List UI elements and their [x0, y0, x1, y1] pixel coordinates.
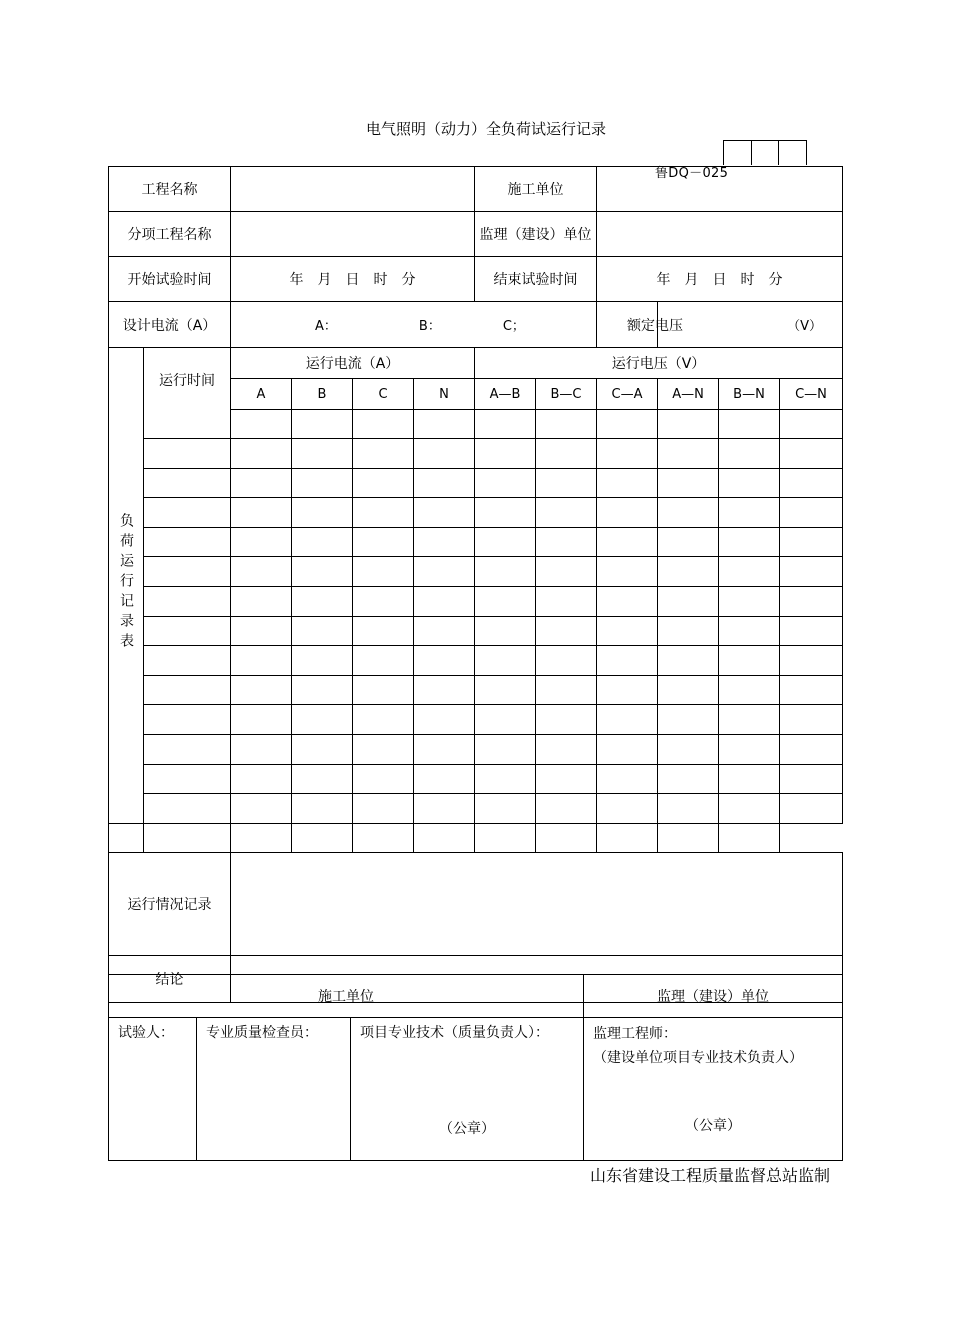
project-name-field[interactable] — [231, 167, 475, 212]
table-cell[interactable] — [414, 498, 475, 528]
sub-project-field[interactable] — [231, 212, 475, 257]
seal-2: （公章） — [685, 1118, 741, 1134]
table-cell[interactable] — [292, 557, 353, 587]
table-cell[interactable] — [292, 734, 353, 764]
table-cell[interactable] — [292, 468, 353, 498]
table-cell[interactable] — [231, 823, 292, 853]
table-cell[interactable] — [414, 439, 475, 469]
table-cell[interactable] — [658, 557, 719, 587]
table-cell[interactable] — [292, 823, 353, 853]
sub-project-row — [109, 212, 843, 257]
table-cell[interactable] — [414, 410, 475, 439]
table-cell[interactable] — [292, 498, 353, 528]
table-cell[interactable] — [719, 734, 780, 764]
table-cell[interactable] — [719, 646, 780, 676]
table-cell[interactable] — [658, 646, 719, 676]
table-cell[interactable] — [597, 527, 658, 557]
column-header-cn: C—N — [780, 379, 843, 410]
table-cell[interactable] — [231, 527, 292, 557]
table-cell[interactable] — [780, 586, 843, 616]
table-cell[interactable] — [292, 764, 353, 794]
table-cell[interactable] — [719, 794, 780, 824]
seal-1: （公章） — [439, 1121, 495, 1137]
table-cell[interactable] — [719, 439, 780, 469]
current-row — [109, 302, 843, 348]
time-row — [109, 257, 843, 302]
table-cell[interactable] — [144, 794, 231, 824]
table-cell[interactable] — [475, 675, 536, 705]
table-cell[interactable] — [597, 646, 658, 676]
table-cell[interactable] — [719, 675, 780, 705]
table-cell[interactable] — [780, 705, 843, 735]
supervision-unit-field[interactable] — [597, 212, 843, 257]
project-tech-label: 项目专业技术（质量负责人）： — [360, 1025, 549, 1041]
table-cell[interactable] — [780, 527, 843, 557]
table-cell[interactable] — [414, 675, 475, 705]
table-cell[interactable] — [536, 764, 597, 794]
table-cell[interactable] — [780, 616, 843, 646]
table-cell[interactable] — [144, 675, 231, 705]
situation-field[interactable] — [231, 853, 843, 956]
table-cell[interactable] — [353, 498, 414, 528]
table-cell[interactable] — [292, 616, 353, 646]
table-cell[interactable] — [658, 794, 719, 824]
column-header-an: A—N — [658, 379, 719, 410]
table-cell[interactable] — [780, 646, 843, 676]
table-cell[interactable] — [292, 527, 353, 557]
tester-field[interactable] — [109, 1018, 197, 1161]
table-cell[interactable] — [144, 823, 231, 853]
table-cell[interactable] — [109, 823, 144, 853]
table-cell[interactable] — [536, 527, 597, 557]
table-row — [109, 439, 843, 469]
table-cell[interactable] — [597, 410, 658, 439]
table-cell[interactable] — [414, 586, 475, 616]
table-cell[interactable] — [231, 439, 292, 469]
table-row — [109, 705, 843, 735]
record-form — [108, 166, 843, 1003]
supervision-unit-label: 监理（建设）单位 — [475, 212, 597, 257]
table-cell[interactable] — [144, 557, 231, 587]
tester-label: 试验人： — [118, 1025, 174, 1041]
table-cell[interactable] — [414, 823, 475, 853]
page-title: 电气照明（动力）全负荷试运行记录 — [365, 120, 606, 138]
table-cell[interactable] — [780, 794, 843, 824]
table-cell[interactable] — [231, 557, 292, 587]
table-cell[interactable] — [658, 616, 719, 646]
table-cell[interactable] — [475, 468, 536, 498]
table-cell[interactable] — [144, 498, 231, 528]
table-cell[interactable] — [292, 794, 353, 824]
table-cell[interactable] — [231, 675, 292, 705]
table-cell[interactable] — [292, 586, 353, 616]
side-label: 负荷运行记录表 — [109, 348, 144, 824]
column-header-ca: C—A — [597, 379, 658, 410]
table-cell[interactable] — [719, 586, 780, 616]
table-cell[interactable] — [597, 675, 658, 705]
table-cell[interactable] — [231, 794, 292, 824]
table-cell[interactable] — [536, 410, 597, 439]
table-cell[interactable] — [231, 616, 292, 646]
column-header-ab: A—B — [475, 379, 536, 410]
current-a-label: A： — [315, 319, 337, 334]
table-cell[interactable] — [414, 468, 475, 498]
table-cell[interactable] — [597, 586, 658, 616]
table-cell[interactable] — [658, 527, 719, 557]
start-time-label: 开始试验时间 — [109, 257, 231, 302]
table-cell[interactable] — [719, 616, 780, 646]
table-cell[interactable] — [292, 705, 353, 735]
table-cell[interactable] — [475, 557, 536, 587]
column-header-bc: B—C — [536, 379, 597, 410]
table-cell[interactable] — [780, 439, 843, 469]
table-cell[interactable] — [597, 468, 658, 498]
table-cell[interactable] — [597, 823, 658, 853]
situation-label: 运行情况记录 — [109, 853, 231, 956]
table-row — [109, 764, 843, 794]
table-cell[interactable] — [719, 498, 780, 528]
table-cell[interactable] — [475, 439, 536, 469]
table-cell[interactable] — [231, 586, 292, 616]
column-header-c: C — [353, 379, 414, 410]
table-cell[interactable] — [780, 675, 843, 705]
table-cell[interactable] — [414, 705, 475, 735]
table-cell[interactable] — [144, 734, 231, 764]
table-cell[interactable] — [719, 557, 780, 587]
conclusion-label: 结论 — [109, 956, 231, 1003]
table-cell[interactable] — [658, 764, 719, 794]
table-cell[interactable] — [597, 794, 658, 824]
table-cell[interactable] — [536, 675, 597, 705]
table-cell[interactable] — [144, 586, 231, 616]
column-header-b: B — [292, 379, 353, 410]
table-cell[interactable] — [780, 764, 843, 794]
table-row — [109, 498, 843, 528]
table-row — [109, 527, 843, 557]
table-cell[interactable] — [475, 586, 536, 616]
table-cell[interactable] — [414, 734, 475, 764]
table-row — [109, 823, 843, 853]
table-cell[interactable] — [475, 646, 536, 676]
table-cell[interactable] — [353, 705, 414, 735]
table-cell[interactable] — [658, 468, 719, 498]
table-cell[interactable] — [292, 439, 353, 469]
table-cell[interactable] — [475, 498, 536, 528]
table-cell[interactable] — [597, 498, 658, 528]
table-cell[interactable] — [353, 616, 414, 646]
table-cell[interactable] — [719, 705, 780, 735]
run-time-label: 运行时间 — [144, 348, 231, 439]
supervising-engineer-label: 监理工程师： — [593, 1026, 677, 1042]
table-cell[interactable] — [414, 794, 475, 824]
table-cell[interactable] — [231, 646, 292, 676]
table-row — [109, 557, 843, 587]
table-cell[interactable] — [231, 734, 292, 764]
table-cell[interactable] — [144, 705, 231, 735]
table-cell[interactable] — [597, 734, 658, 764]
table-cell[interactable] — [231, 468, 292, 498]
table-cell[interactable] — [353, 675, 414, 705]
situation-row — [109, 853, 843, 956]
table-cell[interactable] — [292, 675, 353, 705]
table-cell[interactable] — [658, 439, 719, 469]
footer-text: 山东省建设工程质量监督总站监制 — [590, 1166, 831, 1185]
code-boxes — [723, 140, 807, 165]
table-cell[interactable] — [414, 646, 475, 676]
table-cell[interactable] — [780, 734, 843, 764]
table-row — [109, 468, 843, 498]
current-group-label: 运行电流（A） — [231, 348, 475, 379]
table-cell[interactable] — [144, 616, 231, 646]
table-cell[interactable] — [475, 616, 536, 646]
table-cell[interactable] — [536, 646, 597, 676]
table-cell[interactable] — [658, 410, 719, 439]
table-cell[interactable] — [719, 468, 780, 498]
table-cell[interactable] — [475, 734, 536, 764]
table-row — [109, 675, 843, 705]
table-cell[interactable] — [231, 764, 292, 794]
project-name-label: 工程名称 — [109, 167, 231, 212]
construction-unit-label: 施工单位 — [475, 167, 597, 212]
owner-tech-label: （建设单位项目专业技术负责人） — [593, 1050, 803, 1066]
table-cell[interactable] — [475, 764, 536, 794]
table-cell[interactable] — [536, 734, 597, 764]
table-cell[interactable] — [597, 439, 658, 469]
table-cell[interactable] — [536, 616, 597, 646]
current-c-label: C； — [502, 319, 525, 334]
table-cell[interactable] — [292, 410, 353, 439]
table-cell[interactable] — [719, 823, 780, 853]
table-cell[interactable] — [780, 410, 843, 439]
quality-inspector-label: 专业质量检查员： — [206, 1025, 318, 1041]
table-row — [109, 586, 843, 616]
table-cell[interactable] — [475, 705, 536, 735]
table-cell[interactable] — [597, 557, 658, 587]
group-header-row — [109, 348, 843, 379]
sign-construction-unit-label: 施工单位 — [109, 975, 584, 1018]
rated-voltage-field[interactable] — [658, 302, 843, 348]
design-current-field[interactable] — [231, 302, 597, 348]
rated-voltage-unit: （V） — [787, 319, 822, 334]
table-cell[interactable] — [292, 646, 353, 676]
table-cell[interactable] — [658, 498, 719, 528]
table-cell[interactable] — [475, 410, 536, 439]
voltage-group-label: 运行电压（V） — [475, 348, 843, 379]
table-cell[interactable] — [658, 705, 719, 735]
table-row — [109, 646, 843, 676]
table-cell[interactable] — [353, 586, 414, 616]
column-header-n: N — [414, 379, 475, 410]
table-cell[interactable] — [780, 468, 843, 498]
table-cell[interactable] — [536, 705, 597, 735]
end-time-label: 结束试验时间 — [475, 257, 597, 302]
table-cell[interactable] — [658, 675, 719, 705]
table-cell[interactable] — [536, 557, 597, 587]
table-cell[interactable] — [536, 439, 597, 469]
table-cell[interactable] — [780, 498, 843, 528]
table-cell[interactable] — [144, 764, 231, 794]
table-row — [109, 734, 843, 764]
table-cell[interactable] — [658, 586, 719, 616]
table-cell[interactable] — [353, 823, 414, 853]
table-cell[interactable] — [353, 734, 414, 764]
table-cell[interactable] — [597, 616, 658, 646]
column-header-bn: B—N — [719, 379, 780, 410]
table-cell[interactable] — [658, 823, 719, 853]
table-cell[interactable] — [536, 823, 597, 853]
table-cell[interactable] — [414, 557, 475, 587]
rated-voltage-label: 额定电压 — [597, 302, 658, 348]
table-cell[interactable] — [658, 734, 719, 764]
table-cell[interactable] — [353, 764, 414, 794]
table-cell[interactable] — [144, 646, 231, 676]
table-cell[interactable] — [536, 586, 597, 616]
table-cell[interactable] — [353, 794, 414, 824]
table-cell[interactable] — [536, 468, 597, 498]
table-cell[interactable] — [597, 705, 658, 735]
table-cell[interactable] — [353, 468, 414, 498]
table-cell[interactable] — [414, 764, 475, 794]
table-cell[interactable] — [144, 527, 231, 557]
table-cell[interactable] — [414, 527, 475, 557]
construction-unit-field[interactable] — [597, 167, 843, 212]
table-cell[interactable] — [475, 823, 536, 853]
table-cell[interactable] — [475, 527, 536, 557]
table-cell[interactable] — [719, 410, 780, 439]
table-cell[interactable] — [144, 468, 231, 498]
quality-inspector-field[interactable] — [197, 1018, 351, 1161]
table-cell[interactable] — [231, 410, 292, 439]
table-cell[interactable] — [719, 764, 780, 794]
project-row — [109, 167, 843, 212]
table-cell[interactable] — [414, 616, 475, 646]
table-cell[interactable] — [353, 557, 414, 587]
table-cell[interactable] — [780, 557, 843, 587]
table-cell[interactable] — [353, 646, 414, 676]
start-time-field[interactable]: 年 月 日 时 分 — [231, 257, 475, 302]
end-time-field[interactable]: 年 月 日 时 分 — [597, 257, 843, 302]
table-row — [109, 794, 843, 824]
table-cell[interactable] — [353, 527, 414, 557]
design-current-label: 设计电流（A） — [109, 302, 231, 348]
table-cell[interactable] — [475, 794, 536, 824]
table-cell[interactable] — [536, 498, 597, 528]
column-header-a: A — [231, 379, 292, 410]
current-b-label: B： — [418, 319, 441, 334]
table-cell[interactable] — [231, 498, 292, 528]
table-cell[interactable] — [353, 439, 414, 469]
table-cell[interactable] — [144, 439, 231, 469]
table-cell[interactable] — [597, 764, 658, 794]
table-cell[interactable] — [719, 527, 780, 557]
form-code: 鲁DQ－025 — [655, 166, 729, 181]
table-cell[interactable] — [231, 705, 292, 735]
project-tech-field[interactable] — [351, 1018, 584, 1161]
table-row — [109, 616, 843, 646]
table-cell[interactable] — [536, 794, 597, 824]
sub-project-label: 分项工程名称 — [109, 212, 231, 257]
sign-supervision-unit-label: 监理（建设）单位 — [584, 975, 843, 1018]
supervising-engineer-field[interactable] — [584, 1018, 843, 1161]
signature-table — [108, 974, 843, 1161]
table-cell[interactable] — [353, 410, 414, 439]
